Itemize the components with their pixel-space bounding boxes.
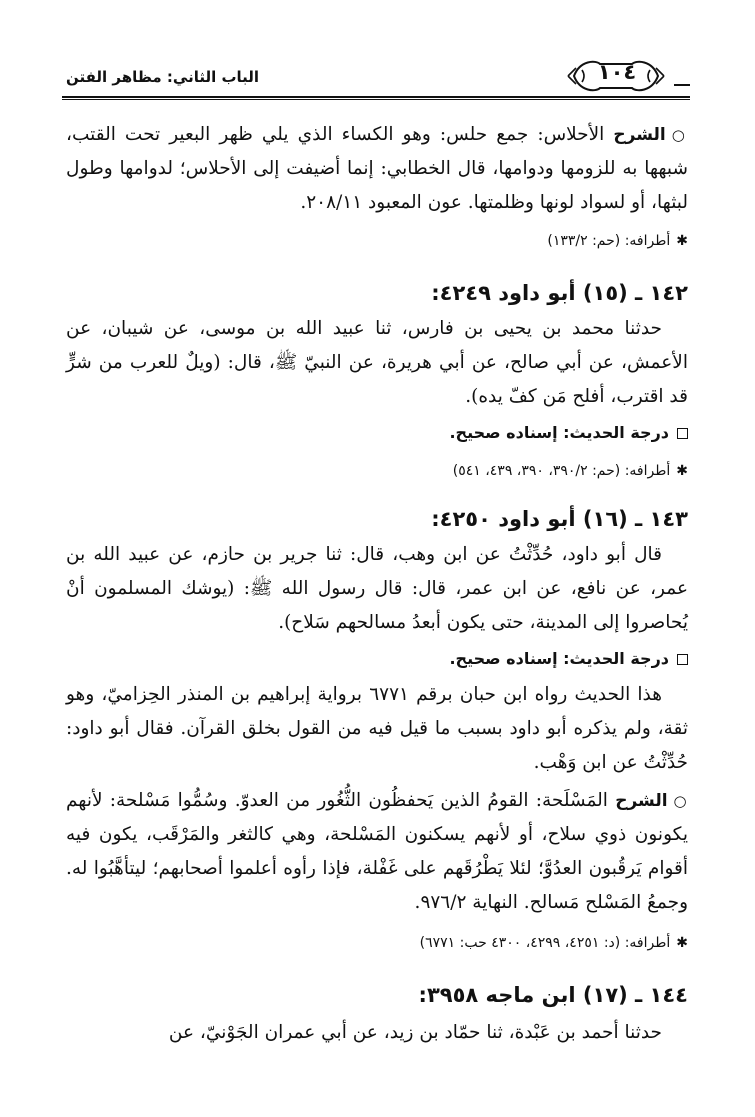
star-icon: ✱ [676, 463, 688, 479]
circle-marker-icon: ○ [671, 126, 688, 144]
atraf-refs: (حم: ١٣٣/٢) [547, 233, 621, 249]
sharh-paragraph [66, 784, 688, 920]
grade-value: إسناده صحيح. [449, 423, 558, 442]
running-title: الباب الثاني: مظاهر الفتن [66, 68, 260, 86]
atraf-line [66, 230, 704, 252]
atraf-label: أطرافه: [624, 463, 671, 479]
header-rule-thin [62, 99, 690, 100]
page-header [62, 54, 690, 100]
hadith-text: حدثنا محمد بن يحيى بن فارس، ثنا عبيد الله بن موسى، عن شيبان، عن الأعمش، عن أبي صالح، عن أبي هريرة، عن النبيّ ﷺ، قال: (ويلٌ للعرب من شرٍّ قد اقترب، أفلح مَن كفّ يده). [66, 318, 688, 407]
atraf-line [66, 932, 704, 954]
grade-value: إسناده صحيح. [449, 649, 558, 668]
hadith-grade [66, 418, 710, 448]
sharh-text: المَسْلَحة: القومُ الذين يَحفظُون الثُّغُور من العدوّ. وسُمُّوا مَسْلحة: لأنهم يكونون ذوي سلاح، أو لأنهم يسكنون المَسْلحة، وهي كالثغر والمَرْقَب، يكون فيه أقوام يَرقُبون العدُوَّ؛ لئلا يَطْرُقَهم على غَفْلة، فإذا رأوه أعلموا أصحابهم؛ ليتأهَّبُوا له. وجمعُ المَسْلح مَسالح. النهاية ٩٧٦/٢. [66, 790, 688, 913]
hadith-heading: ١٤٣ ـ (١٦) أبو داود ٤٢٥٠: [431, 507, 688, 531]
hadith-heading: ١٤٢ ـ (١٥) أبو داود ٤٢٤٩: [431, 281, 688, 305]
grade-label: درجة الحديث: [563, 649, 669, 668]
sharh-label: الشرح [613, 125, 666, 145]
sharh-paragraph [66, 118, 688, 220]
atraf-refs: (حم: ٣٩٠/٢، ٣٩٠، ٤٣٩، ٥٤١) [452, 463, 621, 479]
hadith-text: حدثنا أحمد بن عَبْدة، ثنا حمّاد بن زيد، عن أبي عمران الجَوْنيّ، عن [168, 1022, 662, 1043]
hadith-grade [66, 644, 710, 674]
atraf-line [66, 460, 704, 482]
star-icon: ✱ [676, 935, 688, 951]
grade-label: درجة الحديث: [563, 423, 669, 442]
header-dash [674, 84, 690, 86]
hadith-text: قال أبو داود، حُدِّثْتُ عن ابن وهب، قال: ثنا جرير بن حازم، عن عبيد الله بن عمر، عن نافع، عن ابن عمر، قال: قال رسول الله ﷺ: (يوشك المسلمون أنْ يُحاصروا إلى المدينة، حتى يكون أبعدُ مسالحهم سَلاح). [66, 544, 688, 633]
page-number: ١٠٤ [597, 60, 637, 84]
square-marker-icon [677, 428, 688, 439]
star-icon: ✱ [676, 233, 688, 249]
commentary-paragraph: هذا الحديث رواه ابن حبان برقم ٦٧٧١ برواية إبراهيم بن المنذر الحِزاميّ، وهو ثقة، ولم يذكره أبو داود بسبب ما قيل فيه من القول بخلق القرآن. فقال أبو داود: حُدِّثْتُ عن ابن وَهْب. [66, 684, 688, 773]
sharh-label: الشرح [615, 791, 668, 811]
atraf-refs: (د: ٤٢٥١، ٤٢٩٩، ٤٣٠٠ حب: ٦٧٧١) [419, 935, 621, 951]
atraf-label: أطرافه: [624, 233, 671, 249]
atraf-label: أطرافه: [624, 935, 671, 951]
sharh-text: الأحلاس: جمع حلس: وهو الكساء الذي يلي ظهر البعير تحت القتب، شبهها به للزومها ودوامها، قال الخطابي: إنما أضيفت إلى الأحلاس؛ لدوامها وطول لبثها، أو لسواد لونها وظلمتها. عون المعبود ٢٠٨/١١. [66, 124, 688, 213]
hadith-heading: ١٤٤ ـ (١٧) ابن ماجه ٣٩٥٨: [418, 983, 688, 1007]
square-marker-icon [677, 654, 688, 665]
header-rule [62, 96, 690, 98]
circle-marker-icon: ○ [673, 792, 688, 810]
